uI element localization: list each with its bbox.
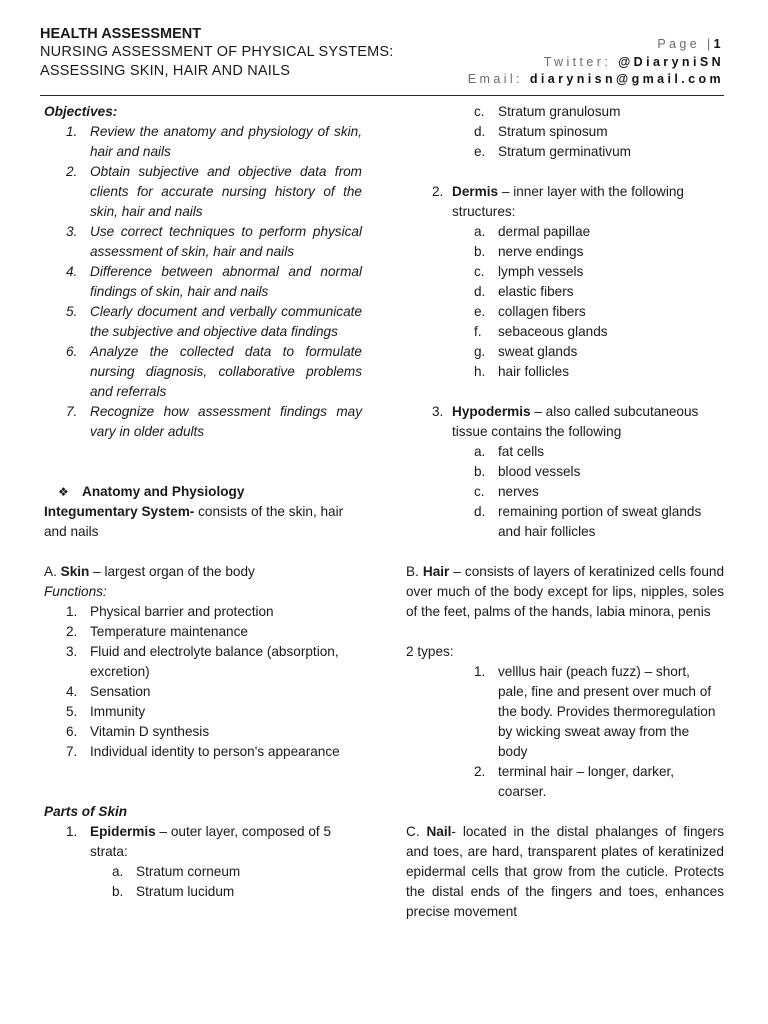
item-letter: e. [474,144,486,159]
list-item [44,622,362,642]
item-letter: c. [474,104,485,119]
spacer [44,442,362,482]
item-number: 7. [66,404,78,419]
item-text: Stratum lucidum [136,884,235,899]
dermis-list [406,222,724,382]
anatomy-heading-text: Anatomy and Physiology [82,484,245,499]
list-item [406,302,724,322]
nail-prefix: C. [406,824,427,839]
list-item [44,302,362,342]
hypodermis-list [406,442,724,542]
header-right [468,36,724,89]
list-item [406,282,724,302]
item-number: 3. [66,224,78,239]
item-letter: c. [474,484,485,499]
item-letter: d. [474,284,486,299]
item-text: Individual identity to person's appearance [90,744,340,759]
item-letter: b. [474,244,486,259]
item-number: 1. [66,124,78,139]
item-text: lymph vessels [498,264,584,279]
list-item [44,342,362,402]
list-item [44,742,362,762]
hair-types-label: 2 types: [406,644,454,659]
item-text: velllus hair (peach fuzz) – short, pale, fine and present over much of the body. Provides thermoregulation by wicking sweat away from the body [498,664,716,759]
list-item [406,322,724,342]
skin-prefix: A. [44,564,61,579]
parts-heading: Parts of Skin [44,804,128,819]
spacer [44,762,362,802]
item-text: Vitamin D synthesis [90,724,210,739]
item-text: nerves [498,484,539,499]
item-number: 4. [66,264,78,279]
list-item [406,122,724,142]
item-text: Use correct techniques to perform physical assessment of skin, hair and nails [90,224,362,259]
item-letter: a. [112,864,124,879]
page-indicator [468,36,724,54]
item-number: 6. [66,724,78,739]
list-item [406,362,724,382]
list-item [406,242,724,262]
list-item [44,822,362,862]
item-text: Stratum spinosum [498,124,608,139]
parts-list [44,822,362,862]
item-text: hair follicles [498,364,570,379]
nail-term: Nail [426,824,452,839]
item-number: 2. [432,184,444,199]
item-text: Fluid and electrolyte balance (absorption, excretion) [90,644,339,679]
list-item [44,262,362,302]
item-number: 1. [474,664,486,679]
item-letter: e. [474,304,486,319]
item-text: sweat glands [498,344,578,359]
list-item [406,262,724,282]
integumentary-term: Integumentary System- [44,504,195,519]
anatomy-heading [44,482,362,502]
list-item [44,402,362,442]
item-number: 2. [66,624,78,639]
email-value: diarynisn@gmail.com [529,72,724,86]
item-letter: c. [474,264,485,279]
diamond-bullet-icon: ❖ [58,485,69,499]
item-number: 3. [432,404,444,419]
spacer [406,542,724,562]
dermis-text: – inner layer with the following structures: [452,184,684,219]
nail-text: - located in the distal phalanges of fingers and toes, are hard, transparent plates of keratinized epidermal cells that grow from the cuticle. Protects the distal ends of the fingers and toes, enhances precise movement [406,824,725,919]
item-text: nerve endings [498,244,584,259]
item-text: Review the anatomy and physiology of skin, hair and nails [90,124,362,159]
dermis-item [406,182,724,222]
item-text: Clearly document and verbally communicate the subjective and objective data findings [90,304,362,339]
list-item [44,122,362,162]
list-item [406,342,724,362]
epidermis-text: – outer layer, composed of 5 strata: [90,824,332,859]
page-number: 1 [713,37,724,51]
item-text: Difference between abnormal and normal findings of skin, hair and nails [90,264,362,299]
hair-prefix: B. [406,564,423,579]
list-item [406,462,724,482]
item-text: Immunity [90,704,146,719]
email-line [468,71,724,89]
list-item [44,682,362,702]
spacer [406,162,724,182]
skin-text: – largest organ of the body [89,564,255,579]
hair-text: – consists of layers of keratinized cells found over much of the body except for lips, nipples, soles of the feet, palms of the hands, labia minora, penis [406,564,725,619]
item-number: 1. [66,604,78,619]
hair-term: Hair [422,564,450,579]
hair-types-list [406,662,724,802]
list-item [44,882,362,902]
item-number: 4. [66,684,78,699]
list-item [44,862,362,882]
list-item [44,222,362,262]
item-text: Recognize how assessment findings may vary in older adults [90,404,362,439]
item-letter: b. [112,884,124,899]
item-text: Physical barrier and protection [90,604,274,619]
hypodermis-item [406,402,724,442]
list-item [406,102,724,122]
integumentary-text: consists of the skin, hair and nails [44,504,344,539]
dermis-term: Dermis [452,184,499,199]
item-number: 1. [66,824,78,839]
item-letter: h. [474,364,486,379]
list-item [406,662,716,762]
item-letter: d. [474,124,486,139]
item-text: terminal hair – longer, darker, coarser. [498,764,675,799]
nail-paragraph [406,822,724,922]
list-item [44,702,362,722]
item-text: elastic fibers [498,284,574,299]
item-text: Sensation [90,684,151,699]
item-number: 5. [66,304,78,319]
header-divider [40,95,724,96]
list-item [44,642,362,682]
spacer [44,542,362,562]
functions-heading: Functions: [44,584,107,599]
header-left [40,26,400,81]
integumentary-paragraph [44,502,362,542]
twitter-line [468,54,724,72]
skin-term: Skin [60,564,90,579]
hypodermis-term: Hypodermis [452,404,531,419]
item-text: Analyze the collected data to formulate nursing diagnosis, collaborative problems and referrals [90,344,362,399]
doc-subtitle-line1: NURSING ASSESSMENT OF PHYSICAL SYSTEMS: [40,44,394,60]
item-text: sebaceous glands [498,324,608,339]
item-text: remaining portion of sweat glands and hair follicles [498,504,702,539]
list-item [406,182,724,222]
item-letter: g. [474,344,486,359]
item-text: Stratum corneum [136,864,241,879]
item-text: blood vessels [498,464,581,479]
item-letter: b. [474,464,486,479]
item-text: Obtain subjective and objective data from clients for accurate nursing history of the skin, hair and nails [90,164,362,219]
spacer [406,622,724,642]
item-number: 5. [66,704,78,719]
item-number: 3. [66,644,78,659]
item-number: 6. [66,344,78,359]
list-item [406,142,724,162]
list-item [406,482,724,502]
item-text: dermal papillae [498,224,591,239]
hypodermis-text: – also called subcutaneous tissue contains the following [452,404,699,439]
item-letter: f. [474,324,482,339]
item-text: Stratum germinativum [498,144,631,159]
objectives-heading: Objectives: [44,104,118,119]
item-text: Temperature maintenance [90,624,248,639]
strata-list-cde [406,102,724,162]
twitter-label: Twitter: [543,54,612,69]
twitter-handle: @DiaryniSN [618,54,724,69]
item-number: 2. [474,764,486,779]
objectives-list [44,122,362,442]
list-item [406,442,724,462]
item-letter: a. [474,444,486,459]
page-label: Page | [657,37,714,51]
left-column [44,102,362,902]
item-letter: a. [474,224,486,239]
item-text: fat cells [498,444,545,459]
doc-title: HEALTH ASSESSMENT [40,26,202,42]
item-letter: d. [474,504,486,519]
list-item [44,722,362,742]
list-item [406,762,716,802]
hair-paragraph [406,562,724,622]
spacer [406,802,724,822]
spacer [406,382,724,402]
item-number: 2. [66,164,78,179]
list-item [406,502,724,542]
item-text: Stratum granulosum [498,104,621,119]
email-label: Email: [467,72,523,86]
functions-list [44,602,362,762]
list-item [44,602,362,622]
epidermis-term: Epidermis [90,824,156,839]
right-column [406,102,724,922]
list-item [44,162,362,222]
item-number: 7. [66,744,78,759]
list-item [406,222,724,242]
list-item [406,402,724,442]
strata-list-ab [44,862,362,902]
doc-subtitle-line2: ASSESSING SKIN, HAIR AND NAILS [40,63,291,79]
item-text: collagen fibers [498,304,586,319]
skin-paragraph [44,562,362,582]
